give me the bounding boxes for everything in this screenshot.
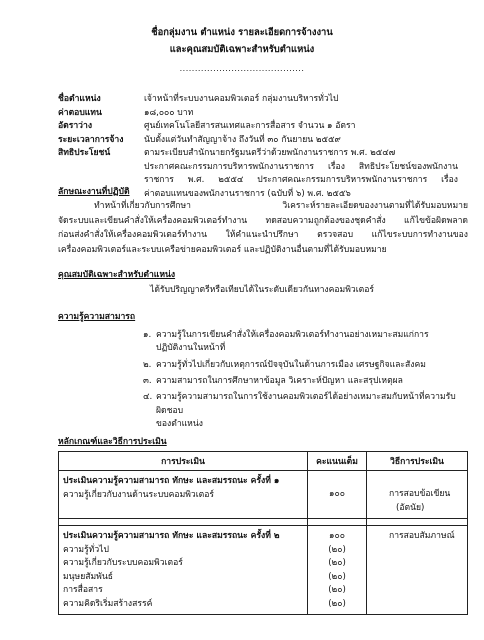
list-item xyxy=(143,359,463,372)
info-value: ตามระเบียบสำนักนายกรัฐมนตรีว่าด้วยพนักงานราชการ พ.ศ. ๒๕๔๗ xyxy=(144,148,396,158)
column-header-assessment: การประเมิน xyxy=(59,452,308,471)
round-1-method: การสอบข้อเขียน xyxy=(389,489,451,499)
info-value: เจ้าหน้าที่ระบบงานคอมพิวเตอร์ กลุ่มงานบริหารทั่วไป xyxy=(144,94,339,104)
info-row-salary xyxy=(58,107,458,121)
round-2-item: ความรู้เกี่ยวกับระบบคอมพิวเตอร์ xyxy=(63,558,183,569)
round-1-subject: ความรู้เกี่ยวกับงานด้านระบบคอมพิวเตอร์ xyxy=(63,489,215,500)
info-value: นับตั้งแต่วันทำสัญญาจ้าง ถึงวันที่ ๓๐ กันยายน ๒๕๕๙ xyxy=(144,134,341,145)
knowledge-list xyxy=(143,329,463,434)
table-header-row xyxy=(59,452,468,471)
document-title-line-1: ชื่อกลุ่มงาน ตำแหน่ง รายละเอียดการจ้างงาน xyxy=(151,27,333,38)
duties-line: เครื่องคอมพิวเตอร์และระบบเครือข่ายคอมพิวเตอร์ และปฏิบัติงานอื่นตามที่ได้รับมอบหมาย xyxy=(58,244,387,255)
table-spacer-row xyxy=(59,519,468,526)
list-item-text: ความรู้ทั่วไปเกี่ยวกับเหตุการณ์ปัจจุบันในด้านการเมือง เศรษฐกิจและสังคม xyxy=(156,359,426,370)
qualifications-text: ได้รับปริญญาตรีหรือเทียบได้ในระดับเดียวกันทางคอมพิวเตอร์ xyxy=(150,285,374,295)
round-2-title: ประเมินความรู้ความสามารถ ทักษะ และสมรรถนะ ครั้งที่ ๒ xyxy=(63,531,280,541)
duties-line: ทำหน้าที่เกี่ยวกับการศึกษา วิเคราะห์รายละเอียดของงานตามที่ได้รับมอบหมาย xyxy=(94,201,468,211)
info-value: ๑๘,๐๐๐ บาท xyxy=(144,107,194,118)
document-title-line-2: และคุณสมบัติเฉพาะสำหรับตำแหน่ง xyxy=(169,44,315,55)
list-item-text: ความรู้ในการเขียนคำสั่งให้เครื่องคอมพิวเตอร์ทำงานอย่างเหมาะสมแก่การ xyxy=(156,330,429,340)
list-item-text: ความสามารถในการศึกษาหาข้อมูล วิเคราะห์ปัญหา และสรุปเหตุผล xyxy=(156,375,403,386)
info-row-duration xyxy=(58,134,458,148)
round-1-method-note: (อัตนัย) xyxy=(396,502,425,513)
info-value: ค่าตอบแทนของพนักงานราชการ (ฉบับที่ ๖) พ.ศ. ๒๕๕๖ xyxy=(144,188,351,199)
criteria-table xyxy=(58,451,468,615)
qualifications-heading: คุณสมบัติเฉพาะสำหรับตำแหน่ง xyxy=(58,270,176,280)
round-2-item-score: (๒๐) xyxy=(328,585,346,596)
info-value: ราชการ พ.ศ. ๒๕๕๔ ประกาศคณะกรรมการบริหารพนักงานราชการ เรื่อง xyxy=(144,175,458,185)
list-item xyxy=(143,375,463,388)
list-item xyxy=(143,329,463,355)
round-2-item: ความคิดริเริ่มสร้างสรรค์ xyxy=(63,598,153,609)
round-2-item-score: (๒๐) xyxy=(328,558,346,569)
info-value: ศูนย์เทคโนโลยีสารสนเทศและการสื่อสาร จำนวน ๑ อัตรา xyxy=(144,121,356,131)
round-2-item-score: (๒๐) xyxy=(328,598,346,609)
list-item-number: ๒. xyxy=(143,359,152,370)
duties-line: ก่อนส่งคำสั่งให้เครื่องคอมพิวเตอร์ทำงาน ให้คำแนะนำปรึกษา ตรวจสอบ แก้ไขระบบการทำงานของ xyxy=(58,230,468,240)
round-2-item: มนุษยสัมพันธ์ xyxy=(63,571,113,582)
table-row xyxy=(59,526,468,615)
list-item-number: ๓. xyxy=(143,375,152,386)
list-item-text: ความรู้ความสามารถในการใช้งานคอมพิวเตอร์ได้อย่างเหมาะสมกับหน้าที่ความรับผิดชอบ xyxy=(156,392,456,416)
round-2-item: ความรู้ทั่วไป xyxy=(63,544,109,555)
duties-paragraph xyxy=(58,199,468,257)
info-row-vacancy xyxy=(58,120,458,134)
round-2-item: การสื่อสาร xyxy=(63,585,103,596)
knowledge-heading: ความรู้ความสามารถ xyxy=(58,312,136,322)
round-1-score: ๑๐๐ xyxy=(329,489,345,499)
criteria-heading: หลักเกณฑ์และวิธีการประเมิน xyxy=(58,437,167,447)
info-label: ชื่อตำแหน่ง xyxy=(58,94,101,104)
round-1-title: ประเมินความรู้ความสามารถ ทักษะ และสมรรถนะ ครั้งที่ ๑ xyxy=(63,476,280,486)
info-label: อัตราว่าง xyxy=(58,121,93,131)
column-header-method: วิธีการประเมิน xyxy=(367,452,468,471)
round-2-total-score: ๑๐๐ xyxy=(329,531,345,541)
round-2-item-score: (๒๐) xyxy=(328,544,346,555)
duties-line: จัดระบบและเขียนคำสั่งให้เครื่องคอมพิวเตอร์ทำงาน ทดสอบความถูกต้องของชุดคำสั่ง แก้ไขข้อผิดพลาด xyxy=(58,215,468,226)
info-value: ประกาศคณะกรรมการบริหารพนักงานราชการ เรื่อง สิทธิประโยชน์ของพนักงาน xyxy=(144,161,458,172)
list-item-text: ปฏิบัติงานในหน้าที่ xyxy=(156,343,226,354)
round-2-method: การสอบสัมภาษณ์ xyxy=(389,531,455,541)
table-row xyxy=(59,471,468,519)
column-header-full-score: คะแนนเต็ม xyxy=(308,452,367,471)
info-label: ค่าตอบแทน xyxy=(58,107,102,118)
duties-heading: ลักษณะงานที่ปฏิบัติ xyxy=(58,187,130,197)
info-row-position xyxy=(58,93,458,107)
list-item-text: ของตำแหน่ง xyxy=(156,418,203,429)
dotted-separator: ......................................... xyxy=(179,64,305,73)
info-label: ระยะเวลาการจ้าง xyxy=(58,134,124,145)
list-item-number: ๔. xyxy=(143,392,153,403)
list-item xyxy=(143,391,463,431)
list-item-number: ๑. xyxy=(143,330,152,340)
info-label: สิทธิประโยชน์ xyxy=(58,148,111,158)
round-2-item-score: (๒๐) xyxy=(328,571,346,582)
